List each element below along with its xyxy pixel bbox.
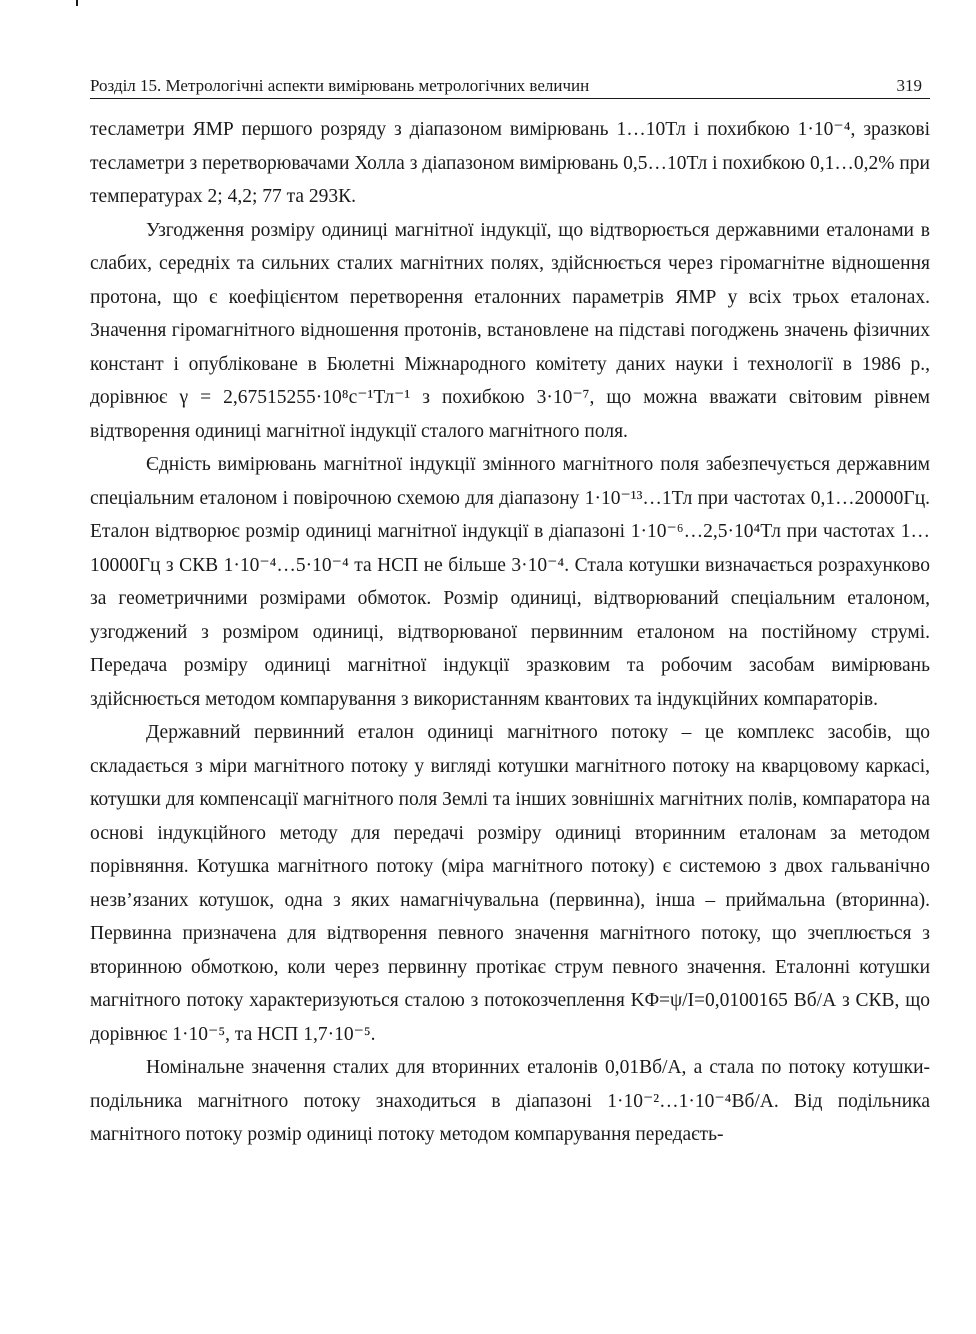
scan-mark xyxy=(76,0,78,6)
body-text xyxy=(90,113,930,1152)
paragraph-2: Узгодження розміру одиниці магнітної індукції, що відтворюється державними еталонами в слабих, середніх та сильних сталих магнітних полях, здійснюється через гіромагнітне відношення протона, що є коефіцієнтом перетворення еталонних параметрів ЯМР у всіх трьох еталонах. Значення гіромагнітного відношення протонів, встановлене на підставі погоджень значень фізичних констант і опубліковане в Бюлетні Міжнародного комітету даних науки і технології в 1986 р., дорівнює γ = 2,67515255·10⁸с⁻¹Тл⁻¹ з похибкою 3·10⁻⁷, що можна вважати світовим рівнем відтворення одиниці магнітної індукції сталого магнітного поля. xyxy=(90,219,930,442)
section-title: Розділ 15. Метрологічні аспекти вимірювань метрологічних величин xyxy=(90,76,590,95)
document-page xyxy=(90,76,930,1152)
paragraph-5: Номінальне значення сталих для вторинних еталонів 0,01Вб/А, а стала по потоку котушки-подільника магнітного потоку знаходиться в діапазоні 1·10⁻²…1·10⁻⁴Вб/А. Від подільника магнітного потоку розмір одиниці потоку методом компарування передаєть- xyxy=(90,1057,930,1145)
paragraph-1: тесламетри ЯМР першого розряду з діапазоном вимірювань 1…10Тл і похибкою 1·10⁻⁴, зразкові тесламетри з перетворювачами Холла з діапазоном вимірювань 0,5…10Тл і похибкою 0,1…0,2% при температурах 2; 4,2; 77 та 293К. xyxy=(90,119,930,207)
running-header xyxy=(90,76,930,99)
paragraph-3: Єдність вимірювань магнітної індукції змінного магнітного поля забезпечується державним спеціальним еталоном і повірочною схемою для діапазону 1·10⁻¹³…1Тл при частотах 0,1…20000Гц. Еталон відтворює розмір одиниці магнітної індукції в діапазоні 1·10⁻⁶…2,5·10⁴Тл при частотах 1…10000Гц з СКВ 1·10⁻⁴…5·10⁻⁴ та НСП не більше 3·10⁻⁴. Стала котушки визначається розрахунково за геометричними розмірами обмоток. Розмір одиниці, відтворюваний спеціальним еталоном, узгоджений з розміром одиниці, відтворюваної первинним еталоном на постійному струмі. Передача розміру одиниці магнітної індукції зразковим та робочим засобам вимірювань здійснюється методом компарування з використанням квантових та індукційних компараторів. xyxy=(90,454,930,710)
paragraph-4: Державний первинний еталон одиниці магнітного потоку – це комплекс засобів, що складається з міри магнітного потоку у вигляді котушки магнітного потоку на кварцовому каркасі, котушки для компенсації магнітного поля Землі та інших зовнішніх магнітних полів, компаратора на основі індукційного методу для передачі розміру одиниці вторинним еталонам за методом порівняння. Котушка магнітного потоку (міра магнітного потоку) є системою з двох гальванічно незв’язаних котушок, одна з яких намагнічувальна (первинна), інша – приймальна (вторинна). Первинна призначена для відтворення певного значення магнітного потоку, що зчеплюється з вторинною обмоткою, коли через первинну протікає струм певного значення. Еталонні котушки магнітного потоку характеризуються сталою з потокозчеплення KΦ=ψ/I=0,0100165 Вб/А з СКВ, що дорівнює 1·10⁻⁵, та НСП 1,7·10⁻⁵. xyxy=(90,722,930,1045)
page-number: 319 xyxy=(896,76,922,95)
